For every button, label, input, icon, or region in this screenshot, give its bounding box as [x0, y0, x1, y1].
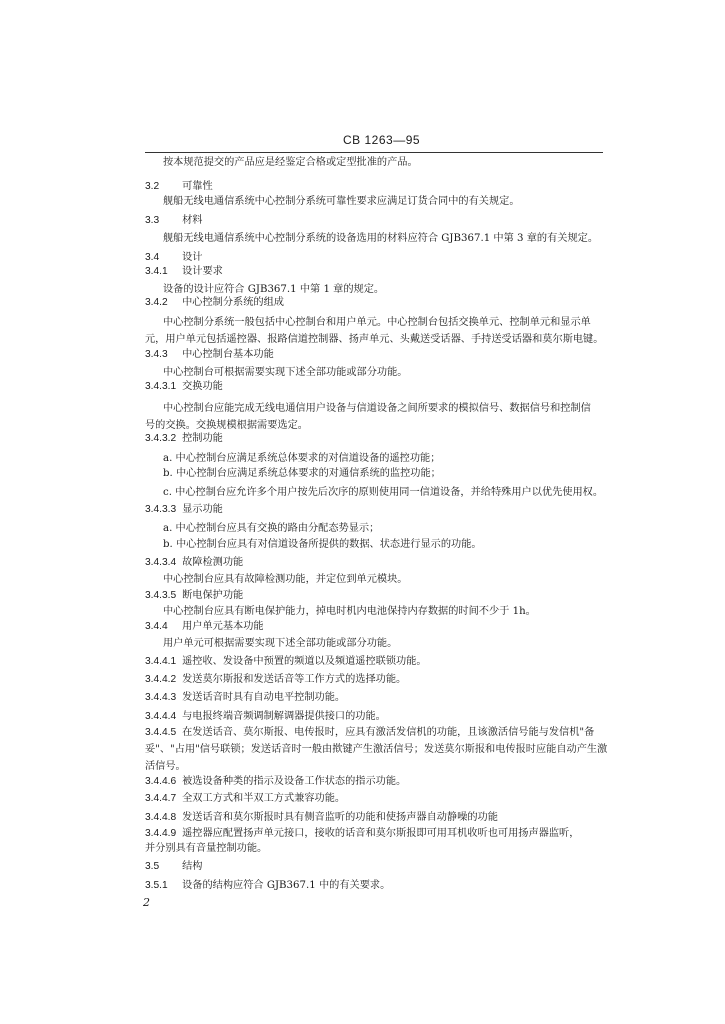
body-line [145, 793, 345, 805]
body-line [163, 196, 520, 208]
body-line [145, 181, 213, 193]
clause-number: 3.4.4.1 [145, 656, 177, 667]
clause-heading: 设备的结构应符合 GJB367.1 中的有关要求。 [182, 880, 391, 891]
body-line [163, 317, 591, 329]
clause-heading: 在发送话音、莫尔斯报、电传报时，应具有激活发信机的功能，且该激活信号能与发信机"备 [182, 727, 595, 738]
clause-text: 中心控制台应具有断电保护能力，掉电时机内电池保持内存数据的时间不少于 1h。 [163, 606, 536, 617]
body-line [145, 656, 427, 668]
clause-heading: 遥控收、发设备中预置的频道以及频道遥控联锁功能。 [182, 656, 427, 667]
clause-text: b. 中心控制台应满足系统总体要求的对通信系统的监控功能； [163, 468, 441, 479]
body-line [163, 157, 418, 169]
body-line [163, 539, 482, 551]
clause-heading: 全双工方式和半双工方式兼容功能。 [182, 793, 346, 804]
clause-text: 并分别具有音量控制功能。 [145, 843, 268, 854]
clause-heading: 显示功能 [182, 504, 223, 515]
body-line [163, 523, 379, 535]
clause-heading: 发送话音时具有自动电平控制功能。 [182, 692, 346, 703]
clause-text: a. 中心控制台应具有交换的路由分配态势显示； [163, 523, 380, 534]
clause-text: 妥"、"占用"信号联锁；发送话音时一般由揿键产生激活信号；发送莫尔斯报和电传报时应能自动产生激 [145, 744, 608, 755]
clause-heading: 中心控制分系统的组成 [182, 297, 284, 308]
body-line [163, 367, 408, 379]
clause-heading: 发送话音和莫尔斯报时具有侧音监听的功能和使扬声器自动静噪的功能 [182, 812, 498, 823]
body-line [145, 692, 345, 704]
clause-number: 3.4.4.7 [145, 793, 177, 804]
clause-number: 3.4.1 [145, 266, 168, 277]
clause-text: c. 中心控制台应允许多个用户按先后次序的原则使用同一信道设备，并给特殊用户以优先使用权。 [163, 487, 604, 498]
clause-text: 用户单元可根据需要实现下述全部功能或部分功能。 [163, 638, 398, 649]
clause-heading: 可靠性 [182, 181, 213, 192]
clause-text: 中心控制台应具有故障检测功能，并定位到单元模块。 [163, 574, 408, 585]
body-line [145, 812, 498, 824]
clause-number: 3.4.4.4 [145, 711, 177, 722]
clause-number: 3.4 [145, 252, 160, 263]
clause-heading: 被选设备种类的指示及设备工作状态的指示功能。 [182, 776, 407, 787]
clause-heading: 设计 [182, 252, 203, 263]
body-line [145, 843, 267, 855]
body-line [145, 557, 243, 569]
page-header [145, 133, 603, 153]
body-line [145, 776, 406, 788]
clause-heading: 断电保护功能 [182, 590, 244, 601]
clause-number: 3.4.4 [145, 621, 168, 632]
body-line [163, 403, 591, 415]
clause-text: b. 中心控制台应具有对信道设备所提供的数据、状态进行显示的功能。 [163, 539, 482, 550]
clause-number: 3.4.4.3 [145, 692, 177, 703]
body-line [145, 828, 579, 840]
clause-heading: 设计要求 [182, 266, 223, 277]
clause-text: 号的交换。交换规模根据需要选定。 [145, 420, 308, 431]
body-line [145, 420, 308, 432]
body-line [145, 761, 186, 773]
body-line [145, 215, 202, 227]
clause-number: 3.2 [145, 181, 160, 192]
body-line [145, 252, 202, 264]
clause-number: 3.4.3.5 [145, 590, 177, 601]
clause-number: 3.5.1 [145, 880, 168, 891]
clause-heading: 控制功能 [182, 433, 223, 444]
clause-text: 中心控制分系统一般包括中心控制台和用户单元。中心控制台包括交换单元、控制单元和显示单 [163, 317, 591, 328]
body-line [145, 297, 284, 309]
body-line [145, 711, 386, 723]
body-line [145, 674, 406, 686]
clause-text: 舰船无线电通信系统中心控制分系统可靠性要求应满足订货合同中的有关规定。 [163, 196, 520, 207]
clause-number: 3.4.2 [145, 297, 168, 308]
body-line [163, 574, 408, 586]
body-line [145, 727, 594, 739]
clause-heading: 与电报终端音频调制解调器提供接口的功能。 [182, 711, 386, 722]
clause-heading: 用户单元基本功能 [182, 621, 264, 632]
clause-text: 舰船无线电通信系统中心控制分系统的设备选用的材料应符合 GJB367.1 中第 3 章的有关规定。 [163, 233, 599, 244]
body-line [163, 468, 441, 480]
clause-text: 设备的设计应符合 GJB367.1 中第 1 章的规定。 [163, 284, 385, 295]
clause-text: 中心控制台应能完成无线电通信用户设备与信道设备之间所要求的模拟信号、数据信号和控制信 [163, 403, 591, 414]
body-line [145, 266, 223, 278]
clause-number: 3.4.4.2 [145, 674, 177, 685]
body-line [145, 349, 274, 361]
clause-number: 3.3 [145, 215, 160, 226]
clause-text: a. 中心控制台应满足系统总体要求的对信道设备的遥控功能； [163, 453, 441, 464]
body-line [163, 487, 603, 499]
body-line [145, 861, 202, 873]
clause-text: 按本规范提交的产品应是经鉴定合格或定型批准的产品。 [163, 157, 418, 168]
body-line [145, 590, 243, 602]
body-line [145, 334, 603, 346]
body-line [163, 453, 440, 465]
clause-number: 3.4.3 [145, 349, 168, 360]
body-line [163, 638, 397, 650]
clause-number: 3.4.3.3 [145, 504, 177, 515]
clause-heading: 故障检测功能 [182, 557, 244, 568]
clause-number: 3.4.3.2 [145, 433, 177, 444]
clause-number: 3.4.4.8 [145, 812, 177, 823]
body-line [163, 606, 536, 618]
standard-number: CB 1263—95 [343, 133, 421, 147]
clause-heading: 中心控制台基本功能 [182, 349, 274, 360]
clause-heading: 材料 [182, 215, 203, 226]
clause-number: 3.4.4.9 [145, 828, 177, 839]
clause-number: 3.5 [145, 861, 160, 872]
body-line [145, 880, 390, 892]
clause-number: 3.4.3.4 [145, 557, 177, 568]
body-line [145, 744, 607, 756]
page-number: 2 [143, 896, 150, 909]
clause-number: 3.4.3.1 [145, 381, 177, 392]
clause-text: 元，用户单元包括遥控器、报路信道控制器、扬声单元、头戴送受话器、手持送受话器和莫尔斯电键。 [145, 334, 604, 345]
body-line [163, 233, 598, 245]
body-line [145, 433, 223, 445]
body-line [145, 621, 264, 633]
clause-heading: 发送莫尔斯报和发送话音等工作方式的选择功能。 [182, 674, 407, 685]
clause-text: 中心控制台可根据需要实现下述全部功能或部分功能。 [163, 367, 408, 378]
clause-heading: 结构 [182, 861, 203, 872]
body-line [145, 504, 223, 516]
clause-text: 活信号。 [145, 761, 186, 772]
clause-number: 3.4.4.5 [145, 727, 177, 738]
clause-number: 3.4.4.6 [145, 776, 177, 787]
body-line [145, 381, 223, 393]
body-line [163, 284, 384, 296]
clause-heading: 遥控器应配置扬声单元接口，接收的话音和莫尔斯报即可用耳机收听也可用扬声器监听， [182, 828, 580, 839]
clause-heading: 交换功能 [182, 381, 223, 392]
